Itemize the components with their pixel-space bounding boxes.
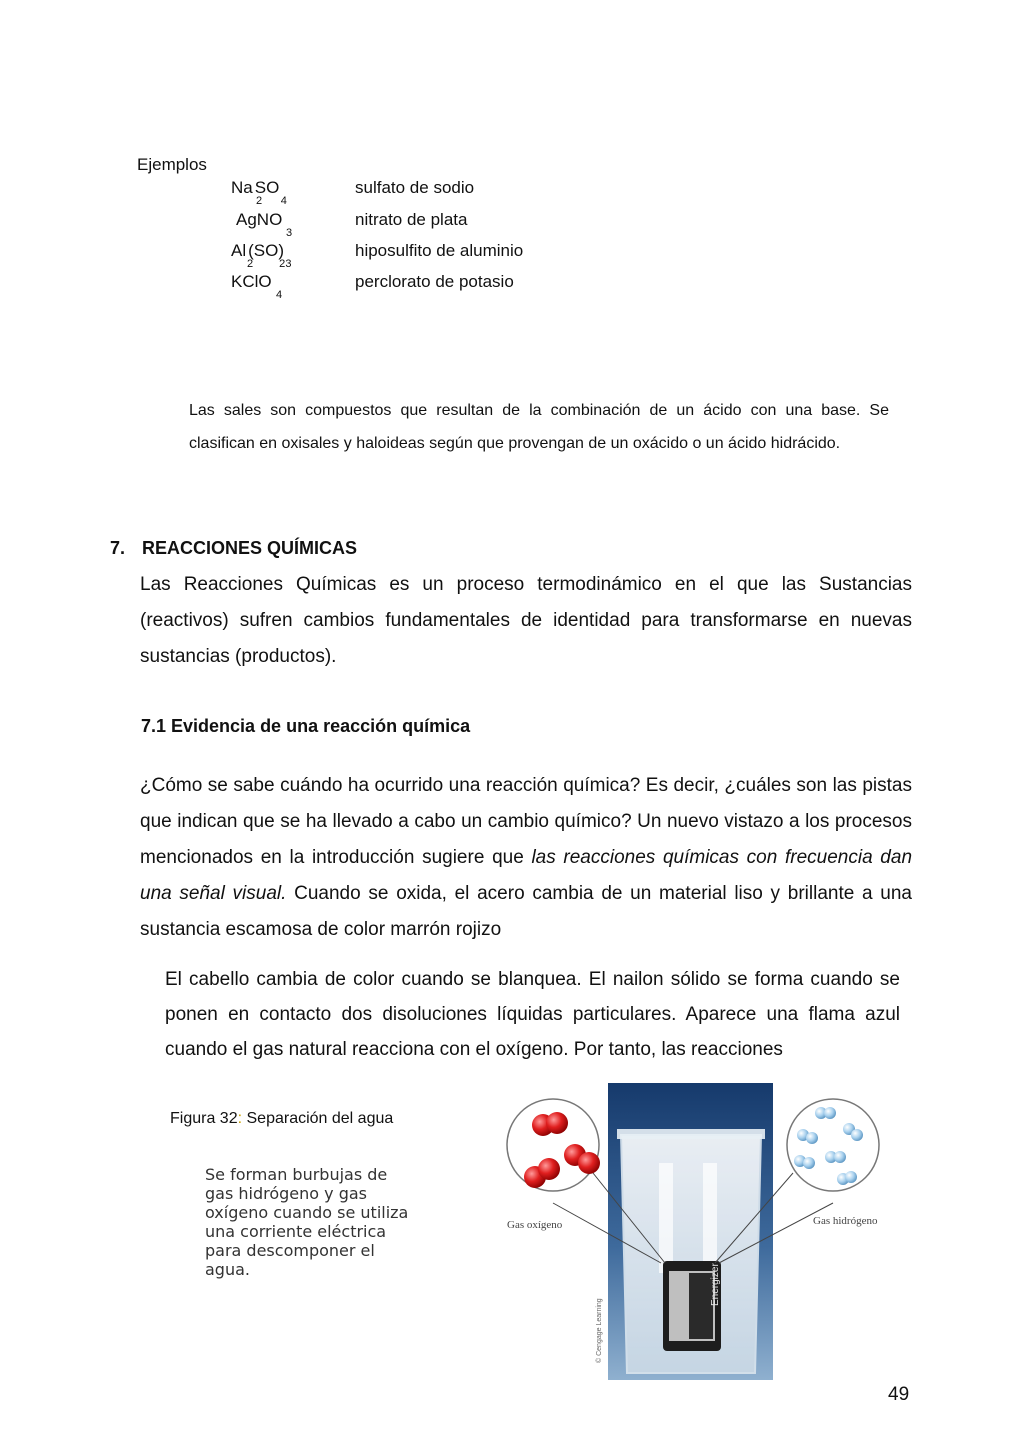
formula-al2so23: Al 2 (SO 2 ) 3	[231, 241, 292, 270]
sales-paragraph: Las sales son compuestos que resultan de la combinación de un ácido con una base. Se clasifican en oxisales y haloideas según que provengan de un oxácido o un ácido hidrácido.	[189, 402, 889, 452]
example-name-3: hiposulfito de aluminio	[355, 241, 524, 260]
figure-description: Se forman burbujas de gas hidrógeno y gas oxígeno cuando se utiliza una corriente eléctrica para descomponer el agua.	[205, 1165, 409, 1279]
bubble-column-left	[659, 1163, 673, 1273]
page-number: 49	[888, 1384, 910, 1405]
formula-kclo4: KClO 4	[231, 272, 283, 301]
example-name-2: nitrato de plata	[355, 210, 468, 229]
section-7-1-paragraph-1: ¿Cómo se sabe cuándo ha ocurrido una reacción química? Es decir, ¿cuáles son las pistas que indican que se ha llevado a cabo un cambio químico? Un nuevo vistazo a los procesos mencionados en la introducción sugiere que las reacciones químicas con frecuencia dan una señal visual. Cuando se oxida, el acero cambia de un material liso y brillante a una sustancia escamosa de color marrón rojizo	[140, 775, 913, 940]
section-7-1-paragraph-2: El cabello cambia de color cuando se blanquea. El nailon sólido se forma cuando se ponen en contacto dos disoluciones líquidas particulares. Aparece una flama azul cuando el gas natural reacciona con el oxígeno. Por tanto, las reacciones	[165, 969, 900, 1060]
formula-na2so4: Na 2 SO 4	[231, 178, 287, 207]
water-electrolysis-figure	[493, 1083, 888, 1380]
section-7-paragraph: Las Reacciones Químicas es un proceso termodinámico en el que las Sustancias (reactivos) sufren cambios fundamentales de identidad para transformarse en nuevas sustancias (productos).	[140, 574, 912, 667]
photo-credit: © Cengage Learning	[596, 1298, 603, 1363]
example-name-4: perclorato de potasio	[355, 272, 514, 291]
example-name-1: sulfato de sodio	[355, 178, 475, 197]
oxygen-molecule-1	[532, 1112, 568, 1136]
examples-label: Ejemplos	[137, 155, 207, 174]
section-7-1-heading: 7.1 Evidencia de una reacción química	[141, 716, 471, 736]
emphasis-text: las reacciones químicas con frecuencia dan una señal visual.	[140, 847, 913, 904]
beaker-rim	[617, 1129, 765, 1139]
figure-caption: Figura 32: Separación del agua	[170, 1110, 394, 1127]
label-oxygen: Gas oxígeno	[507, 1219, 563, 1231]
bubble-column-right	[703, 1163, 717, 1273]
section-7-heading	[110, 538, 357, 559]
label-hydrogen: Gas hidrógeno	[813, 1215, 878, 1227]
section-number: 7.	[110, 538, 126, 558]
battery	[663, 1261, 721, 1351]
formula-agno3: AgNO 3	[236, 210, 293, 239]
section-title: REACCIONES QUÍMICAS	[142, 538, 358, 558]
battery-brand: Energizer	[710, 1263, 721, 1306]
